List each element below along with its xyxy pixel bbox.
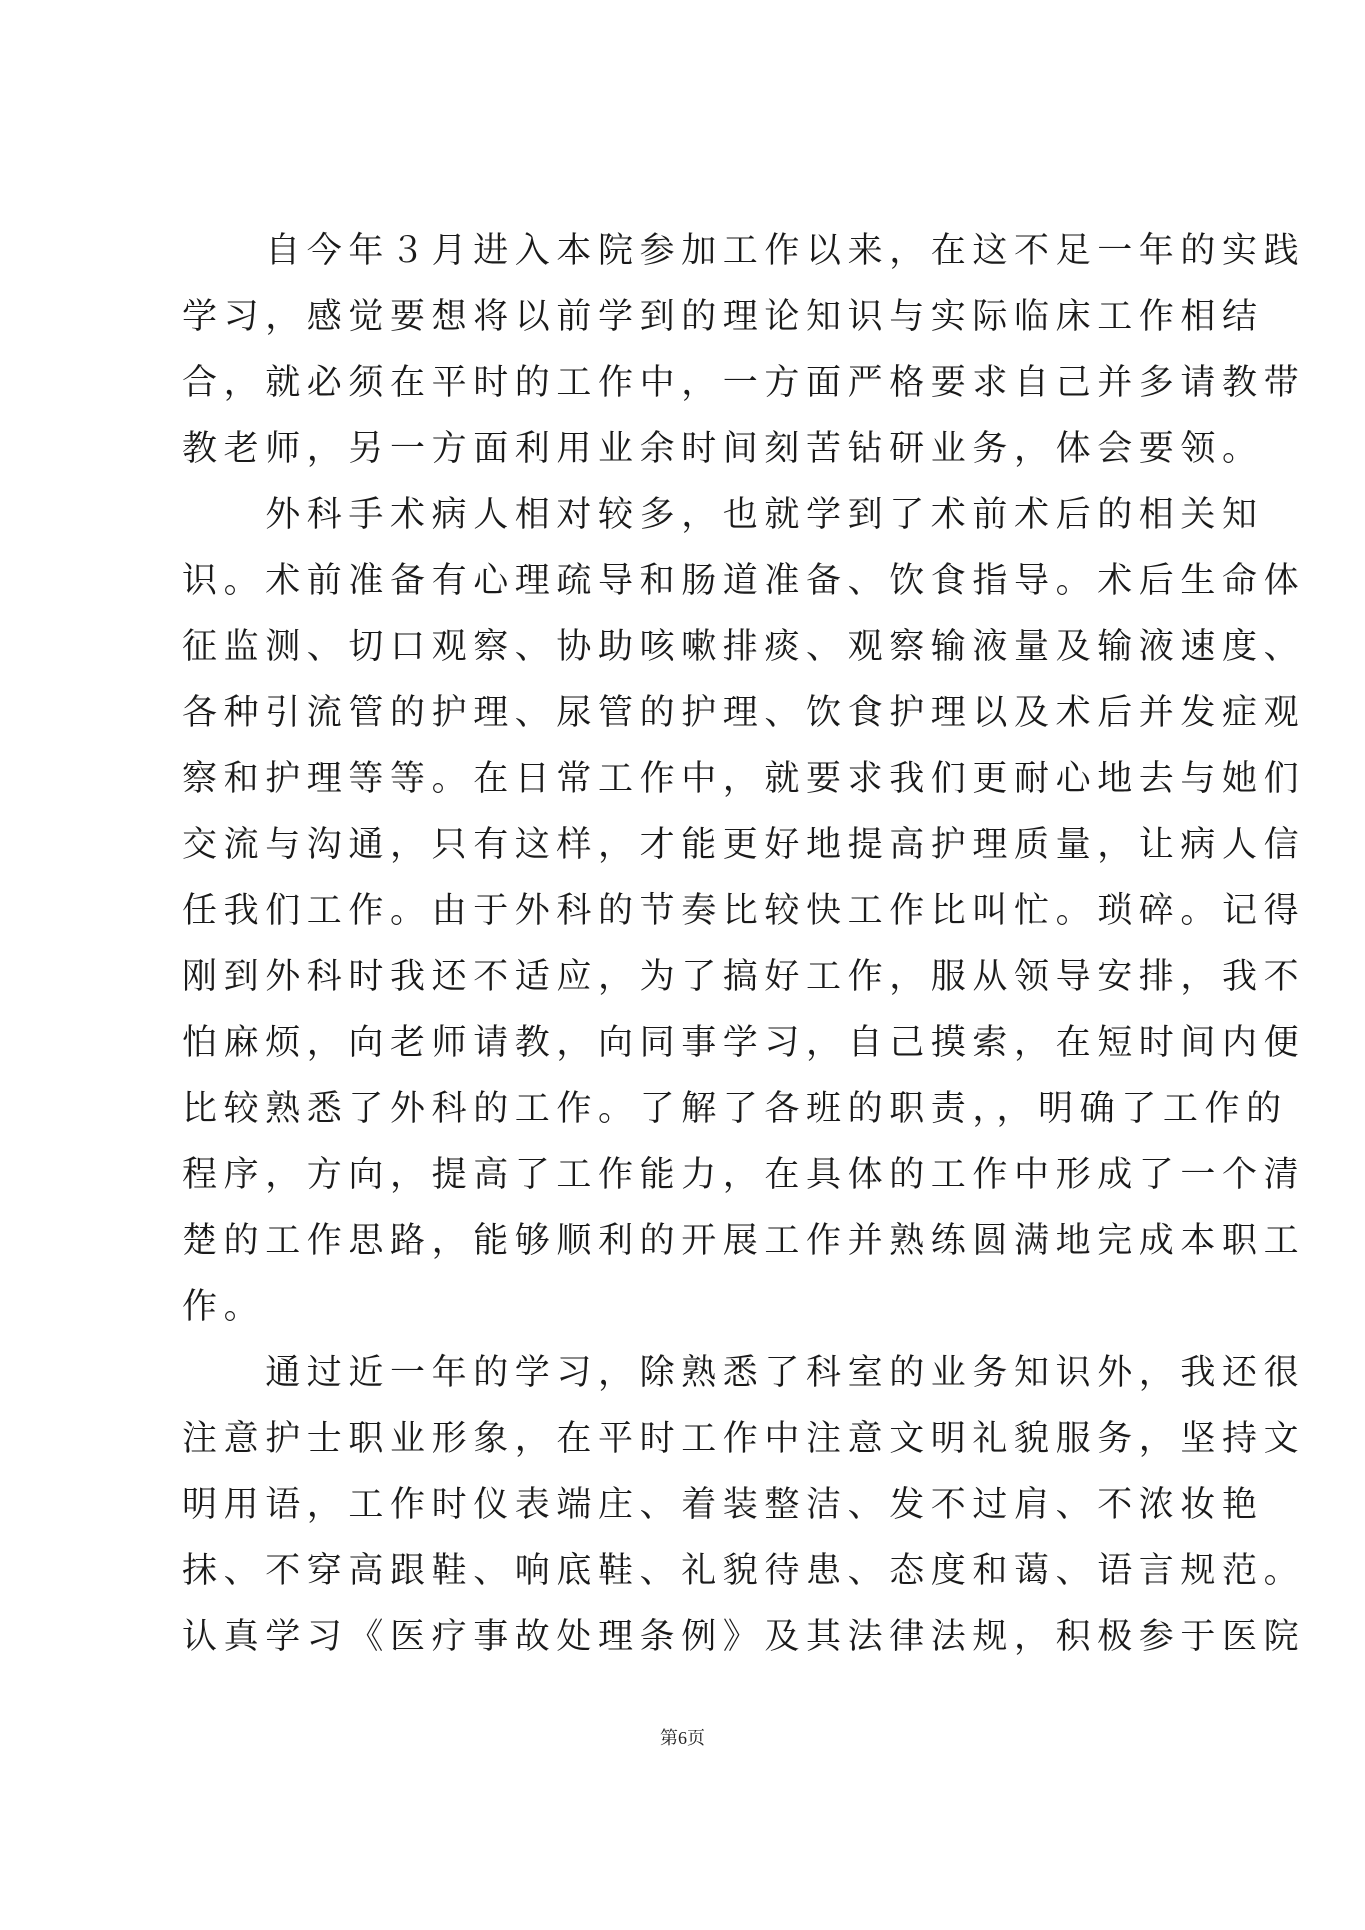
- text-line: 合，就必须在平时的工作中，一方面严格要求自己并多请教带: [182, 363, 1306, 403]
- text-line: 自今年３月进入本院参加工作以来，在这不足一年的实践: [182, 231, 1306, 271]
- text-line: 明用语，工作时仪表端庄、着装整洁、发不过肩、不浓妆艳: [182, 1485, 1264, 1525]
- text-line: 学习，感觉要想将以前学到的理论知识与实际临床工作相结: [182, 297, 1264, 337]
- text-line: 任我们工作。由于外科的节奏比较快工作比叫忙。琐碎。记得: [182, 891, 1306, 931]
- text-line: 认真学习《医疗事故处理条例》及其法律法规，积极参于医院: [182, 1617, 1306, 1657]
- page-number: 第6页: [660, 1728, 705, 1748]
- body-text: [182, 218, 1306, 1670]
- text-line: 交流与沟通，只有这样，才能更好地提高护理质量，让病人信: [182, 825, 1306, 865]
- text-line: 抹、不穿高跟鞋、响底鞋、礼貌待患、态度和蔼、语言规范。: [182, 1551, 1306, 1591]
- text-line: 察和护理等等。在日常工作中，就要求我们更耐心地去与她们: [182, 759, 1306, 799]
- text-line: 比较熟悉了外科的工作。了解了各班的职责，，明确了工作的: [182, 1089, 1288, 1129]
- text-line: 征监测、切口观察、协助咳嗽排痰、观察输液量及输液速度、: [182, 627, 1306, 667]
- text-line: 外科手术病人相对较多，也就学到了术前术后的相关知: [182, 495, 1264, 535]
- text-line: 识。术前准备有心理疏导和肠道准备、饮食指导。术后生命体: [182, 561, 1306, 601]
- text-line: 作。: [182, 1287, 266, 1327]
- text-line: 各种引流管的护理、尿管的护理、饮食护理以及术后并发症观: [182, 693, 1306, 733]
- text-line: 怕麻烦，向老师请教，向同事学习，自己摸索，在短时间内便: [182, 1023, 1306, 1063]
- text-line: 楚的工作思路，能够顺利的开展工作并熟练圆满地完成本职工: [182, 1221, 1306, 1261]
- text-line: 教老师，另一方面利用业余时间刻苦钻研业务，体会要领。: [182, 429, 1264, 469]
- text-line: 通过近一年的学习，除熟悉了科室的业务知识外，我还很: [182, 1353, 1306, 1393]
- text-line: 程序，方向，提高了工作能力，在具体的工作中形成了一个清: [182, 1155, 1306, 1195]
- text-line: 注意护士职业形象，在平时工作中注意文明礼貌服务，坚持文: [182, 1419, 1306, 1459]
- text-line: 刚到外科时我还不适应，为了搞好工作，服从领导安排，我不: [182, 957, 1306, 997]
